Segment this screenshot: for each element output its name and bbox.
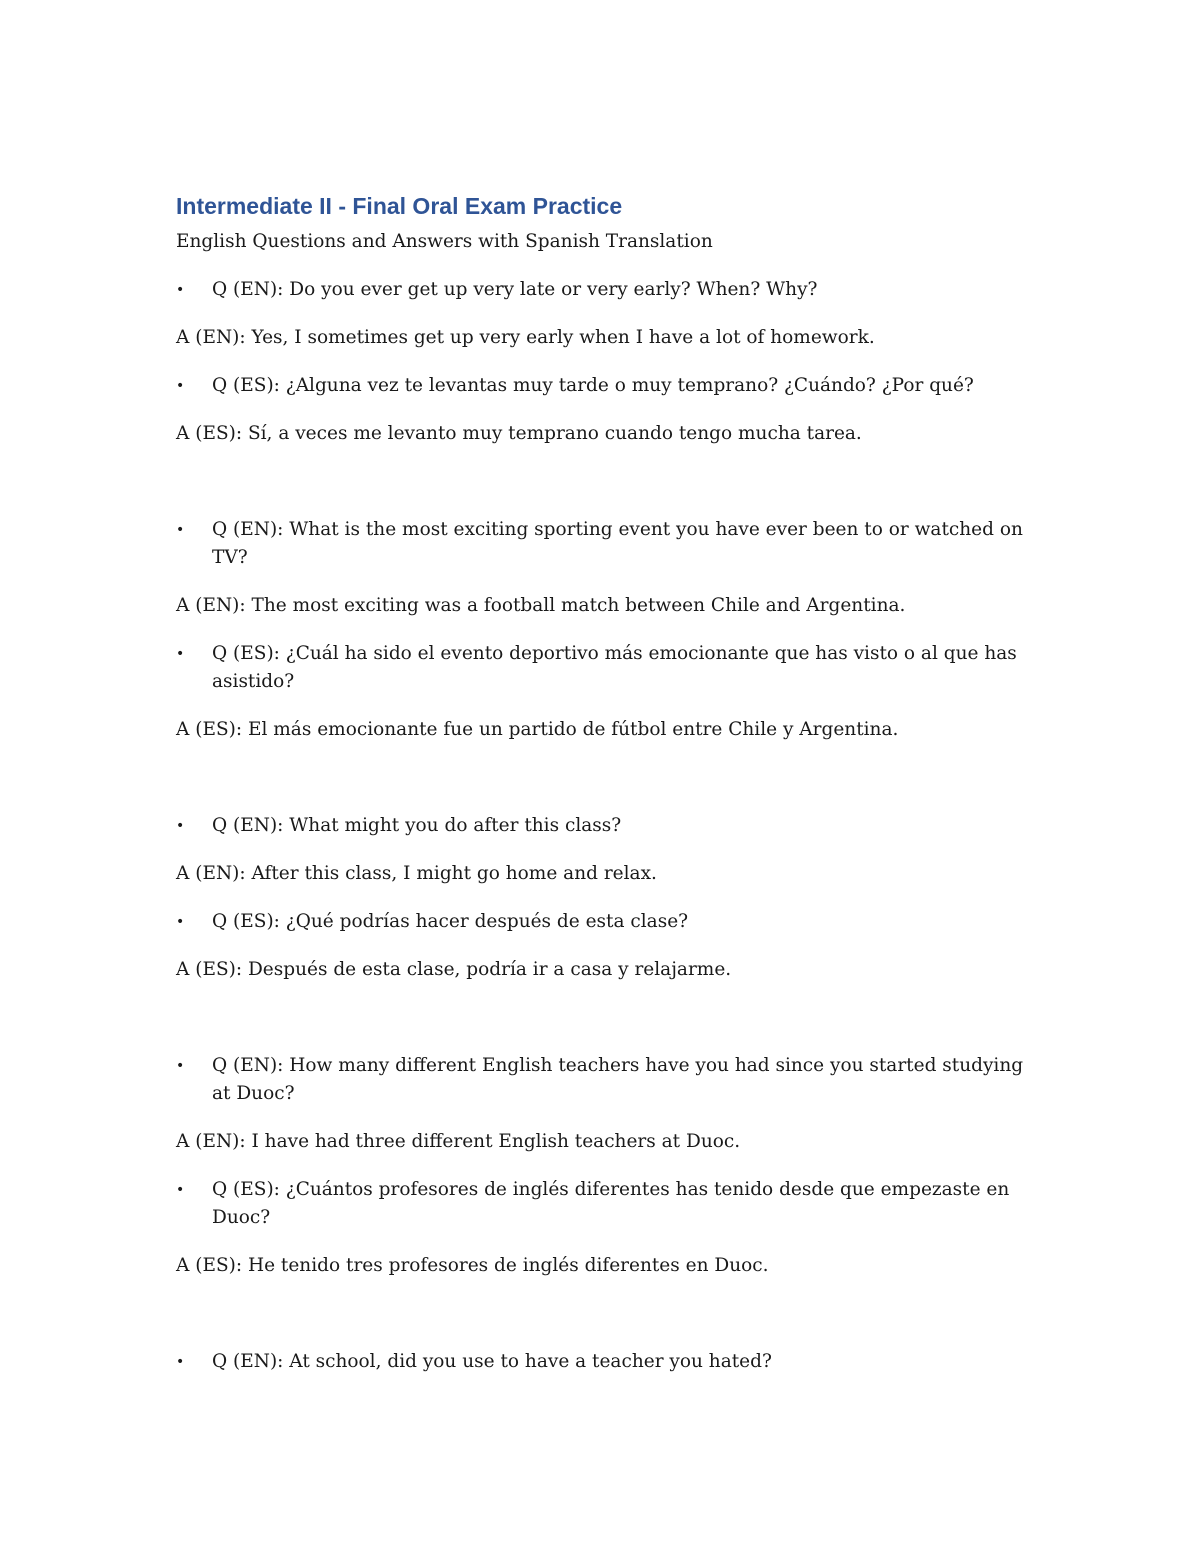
answer-en: A (EN): I have had three different English teachers at Duoc. [176,1131,741,1152]
bullet-icon: • [176,282,185,298]
answer-es: A (ES): El más emocionante fue un partido de fútbol entre Chile y Argentina. [176,719,899,740]
answer-en: A (EN): Yes, I sometimes get up very early when I have a lot of homework. [176,327,875,348]
question-en [176,1348,1036,1376]
question-en-text: Q (EN): What might you do after this class? [212,815,622,836]
block-spacer [176,764,1036,812]
answer-es: A (ES): Sí, a veces me levanto muy temprano cuando tengo mucha tarea. [176,423,862,444]
bullet-icon: • [176,914,185,930]
question-es-text: Q (ES): ¿Qué podrías hacer después de esta clase? [212,911,689,932]
answer-en: A (EN): The most exciting was a football match between Chile and Argentina. [176,595,906,616]
question-en-text: Q (EN): What is the most exciting sporting event you have ever been to or watched on TV? [212,519,1023,568]
bullet-icon: • [176,1354,185,1370]
question-en [176,276,1036,304]
bullet-icon: • [176,378,185,394]
question-es-text: Q (ES): ¿Alguna vez te levantas muy tarde o muy temprano? ¿Cuándo? ¿Por qué? [212,375,974,396]
document-title: Intermediate II - Final Oral Exam Practice [176,193,623,219]
question-en-text: Q (EN): Do you ever get up very late or very early? When? Why? [212,279,818,300]
answer-es: A (ES): He tenido tres profesores de inglés diferentes en Duoc. [176,1255,769,1276]
bullet-icon: • [176,522,185,538]
question-es [176,372,1036,400]
bullet-icon: • [176,1182,185,1198]
bullet-icon: • [176,1058,185,1074]
bullet-icon: • [176,646,185,662]
question-en [176,812,1036,840]
question-en-text: Q (EN): At school, did you use to have a teacher you hated? [212,1351,772,1372]
question-es-text: Q (ES): ¿Cuál ha sido el evento deportivo más emocionante que has visto o al que has asistido? [212,643,1017,692]
block-spacer [176,468,1036,516]
block-spacer [176,1004,1036,1052]
question-es [176,1176,1036,1232]
question-es [176,640,1036,696]
block-spacer [176,1300,1036,1348]
question-es-text: Q (ES): ¿Cuántos profesores de inglés diferentes has tenido desde que empezaste en Duoc? [212,1179,1010,1228]
question-en [176,1052,1036,1108]
answer-es: A (ES): Después de esta clase, podría ir a casa y relajarme. [176,959,732,980]
question-es [176,908,1036,936]
document-body [176,190,1036,1396]
bullet-icon: • [176,818,185,834]
answer-en: A (EN): After this class, I might go home and relax. [176,863,657,884]
document-subtitle: English Questions and Answers with Spanish Translation [176,231,713,252]
question-en [176,516,1036,572]
question-en-text: Q (EN): How many different English teachers have you had since you started studying at Duoc? [212,1055,1024,1104]
